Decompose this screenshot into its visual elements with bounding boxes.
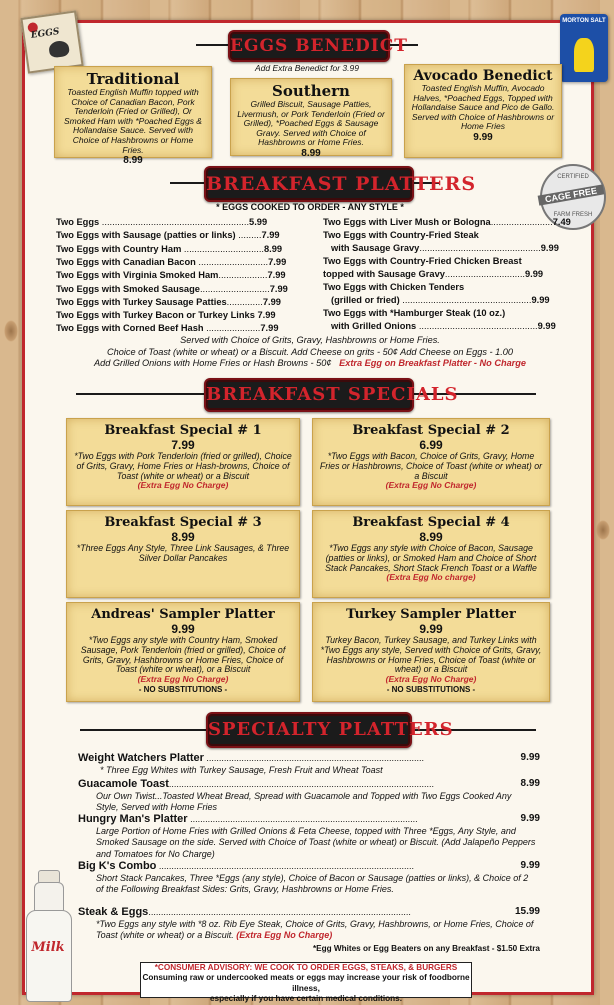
egg-whites-note: *Egg Whites or Egg Beaters on any Breakfast - $1.50 Extra	[312, 944, 540, 953]
platter-row	[56, 229, 280, 242]
specialty-price: 9.99	[490, 752, 540, 763]
specialty-desc-text: Large Portion of Home Fries with Grilled Onions & Feta Cheese, topped with Three *Eggs, Any Style, and Smoked Sausage on the side. Served with Choice of Toast (white or wheat) or Biscuit. (Add Jalapeño Peppers and Tomatoes for No Charge)	[96, 826, 536, 859]
platter-price: 5.99	[249, 217, 268, 227]
special-price: 9.99	[171, 622, 195, 636]
platter-row	[323, 307, 505, 320]
special-name: Breakfast Special # 3	[104, 515, 262, 530]
specialty-price: 9.99	[490, 813, 540, 824]
platter-row	[56, 309, 276, 322]
special-name: Turkey Sampler Platter	[346, 607, 516, 622]
platter-row	[56, 216, 267, 229]
salt-logo-text: MORTON SALT	[562, 18, 606, 24]
extra-egg-note: (Extra Egg No charge)	[386, 572, 476, 583]
platter-price: 7.99	[261, 230, 280, 241]
special-price: 8.99	[171, 530, 195, 544]
special-desc: *Three Eggs Any Style, Three Link Sausages, & Three Silver Dollar Pancakes	[76, 543, 290, 563]
platter-price: 9.99	[525, 268, 544, 279]
platter-price: 7.49	[552, 217, 571, 227]
specialty-row	[78, 860, 540, 872]
extra-egg-note: (Extra Egg No Charge)	[236, 930, 333, 941]
specialty-desc	[96, 873, 536, 896]
platter-name: Two Eggs with Virginia Smoked Ham	[56, 270, 219, 281]
platter-row	[323, 268, 543, 281]
specialty-price: 8.99	[490, 778, 540, 789]
special-card	[312, 510, 550, 598]
platter-dots: ...................	[218, 270, 268, 281]
benedict-name: Traditional	[86, 70, 180, 88]
platter-row	[331, 294, 550, 307]
special-name: Breakfast Special # 1	[104, 423, 262, 438]
specialty-desc	[96, 826, 536, 860]
special-card	[66, 602, 300, 702]
wood-knot	[4, 320, 18, 342]
platter-name: Two Eggs with Turkey Bacon or Turkey Links	[56, 310, 255, 321]
specialty-name: Hungry Man's Platter	[78, 813, 188, 825]
special-price: 6.99	[419, 438, 443, 452]
platter-note-text: Add Grilled Onions with Home Fries or Hash Browns - 50¢	[94, 358, 332, 369]
add-extra-benedict: Add Extra Benedict for 3.99	[255, 63, 359, 73]
platter-name: Two Eggs with Turkey Sausage Patties	[56, 296, 227, 307]
platter-dots: ..................................................	[399, 294, 532, 305]
platter-dots: .........	[235, 230, 262, 241]
platter-row	[323, 255, 522, 268]
platter-name: Two Eggs with Canadian Bacon	[56, 256, 196, 267]
eggs-benedict-banner: EGGS BENEDICT	[228, 30, 390, 62]
platter-dots: ...........................	[195, 256, 269, 267]
cage-free-top-text: CERTIFIED	[557, 174, 589, 180]
platter-row	[323, 229, 479, 242]
platter-row	[56, 322, 279, 335]
specialty-desc-text: *Two Eggs any style with *8 oz. Rib Eye Steak, Choice of Grits, Gravy, Hashbrowns, or Home Fries, Choice of Toast (white or wheat) or a Biscuit.	[96, 919, 534, 941]
no-substitutions: - NO SUBSTITUTIONS -	[386, 684, 476, 694]
specialty-price: 9.99	[490, 860, 540, 871]
benedict-desc: Grilled Biscuit, Sausage Patties, Livermush, or Pork Tenderloin (Fried or Grilled), *Poached Eggs & Sausage Gravy. Served with Choice of Hashbrowns or Home Fries.	[237, 99, 385, 148]
platter-name: Two Eggs with Corned Beef Hash	[56, 323, 204, 334]
platter-dots: .........................................................	[99, 217, 250, 227]
special-name: Andreas' Sampler Platter	[91, 607, 275, 622]
benedict-desc: Toasted English Muffin, Avocado Halves, *Poached Eggs, Topped with Hollandaise Sauce and Pico de Gallo. Served with Choice of Hashbrowns or Home Fries	[411, 83, 555, 132]
specialty-desc-text: Short Stack Pancakes, Three *Eggs (any style), Choice of Bacon or Sausage (patties or links), & Choice of 2 of the Following Breakfast Sides: Grits, Gravy, Hashbrowns or Home Fries.	[96, 873, 529, 895]
specialty-row	[78, 778, 540, 790]
specialty-dots: ......................................................................................................	[156, 861, 414, 871]
platter-row	[56, 269, 286, 282]
platter-row	[56, 243, 282, 256]
platter-row	[323, 281, 464, 294]
special-price: 8.99	[419, 530, 443, 544]
platter-name: Two Eggs	[56, 217, 100, 227]
special-price: 7.99	[171, 438, 195, 452]
special-card	[66, 418, 300, 506]
advisory-line: Consuming raw or undercooked meats or eggs may increase your risk of foodborne illness,	[142, 973, 470, 993]
platter-row	[56, 256, 286, 269]
specialty-name: Big K's Combo	[78, 860, 157, 872]
cage-free-bottom-text: FARM FRESH	[553, 212, 593, 218]
eggs-logo	[20, 10, 83, 73]
special-desc: *Two Eggs any style with Country Ham, Smoked Sausage, Pork Tenderloin (fried or grilled), Choice of Grits, Gravy, Hashbrowns or Home Fries, Choice of Toast (white or wheat), or a Biscuit	[80, 635, 286, 675]
specialty-desc	[96, 791, 536, 814]
platter-row	[331, 242, 559, 255]
specialty-price: 15.99	[490, 906, 540, 917]
special-name: Breakfast Special # 4	[352, 515, 510, 530]
platter-dots: ..............	[226, 296, 263, 307]
platter-price: 9.99	[540, 242, 559, 253]
platter-dots: ...............................	[444, 268, 525, 279]
special-price: 9.99	[419, 622, 443, 636]
benedict-name: Southern	[272, 82, 350, 100]
platter-dots: ........................	[490, 217, 553, 227]
consumer-advisory	[140, 962, 472, 1004]
special-desc: *Two Eggs with Bacon, Choice of Grits, Gravy, Home Fries or Hashbrowns, Choice of Toast (white or wheat) or a Biscuit	[319, 451, 543, 481]
platter-name: Two Eggs with Sausage (patties or links)	[56, 230, 236, 241]
specialty-desc	[96, 919, 536, 942]
platter-name: Two Eggs with *Hamburger Steak (10 oz.)	[323, 308, 506, 318]
benedict-card	[230, 78, 392, 159]
benedict-price: 8.99	[301, 147, 321, 159]
specialty-dots: ...........................................................................................	[187, 814, 418, 824]
platter-name: Two Eggs with Country Ham	[56, 243, 182, 254]
platter-name: topped with Sausage Gravy	[323, 268, 445, 279]
platter-price: 7.99	[260, 323, 279, 334]
benedict-price: 9.99	[473, 131, 493, 143]
benedict-desc: Toasted English Muffin topped with Choice of Canadian Bacon, Pork Tenderloin (Fried or Grilled), Or Smoked Ham with *Poached Eggs & Hollandaise Sauce. Served with Choice of Hashbrowns or Home Fries.	[64, 87, 202, 155]
specialty-row	[78, 906, 540, 918]
platter-price: 7.99	[262, 296, 281, 307]
platter-row	[323, 216, 571, 229]
platter-price: 7.99	[269, 283, 288, 294]
hen-icon	[48, 40, 70, 59]
special-desc: Turkey Bacon, Turkey Sausage, and Turkey Links with *Two Eggs any style, Served with Choice of Grits, Gravy, Hashbrowns or Home Fries, Choice of Toast (white or wheat) or a Biscuit	[320, 635, 542, 675]
extra-egg-note: (Extra Egg No Charge)	[385, 674, 477, 685]
specialty-desc-text: Our Own Twist...Toasted Wheat Bread, Spread with Guacamole and Topped with Two Eggs Cooked Any Style, Served with Home Fries	[96, 791, 512, 813]
platter-name: with Sausage Gravy	[331, 242, 420, 253]
platter-name: Two Eggs with Country-Fried Steak	[323, 230, 479, 240]
platter-name: Two Eggs with Smoked Sausage	[56, 283, 200, 294]
platter-row	[56, 283, 288, 296]
specialty-row	[78, 813, 540, 825]
wood-knot	[596, 520, 610, 540]
breakfast-specials-banner: BREAKFAST SPECIALS	[204, 378, 414, 412]
cage-free-main-text: CAGE FREE	[538, 184, 605, 205]
platter-dots: .....................	[203, 323, 261, 334]
benedict-price: 8.99	[123, 155, 143, 167]
platter-price: 9.99	[537, 320, 556, 331]
special-name: Breakfast Special # 2	[352, 423, 510, 438]
specialty-dots: .........................................................................................................	[148, 907, 411, 917]
specialty-desc-text: * Three Egg Whites with Turkey Sausage, Fresh Fruit and Wheat Toast	[100, 765, 383, 775]
platter-name: (grilled or fried)	[331, 294, 400, 305]
benedict-name: Avocado Benedict	[413, 68, 553, 84]
platter-notes	[40, 335, 580, 370]
benedict-card	[54, 66, 212, 167]
special-card	[66, 510, 300, 598]
platter-note: Served with Choice of Grits, Gravy, Hashbrowns or Home Fries.	[180, 335, 440, 345]
platter-price: 7.99	[257, 310, 276, 321]
platter-price: 7.99	[267, 270, 286, 281]
extra-egg-note: (Extra Egg No Charge)	[137, 674, 229, 685]
specialty-name: Weight Watchers Platter	[78, 752, 204, 764]
extra-egg-note: (Extra Egg No Charge)	[385, 480, 477, 491]
benedict-card	[404, 64, 562, 158]
no-substitutions: - NO SUBSTITUTIONS -	[138, 684, 228, 694]
platter-price: 8.99	[264, 243, 283, 254]
platter-note	[40, 358, 580, 370]
platter-price: 7.99	[268, 256, 287, 267]
platter-note: Choice of Toast (white or wheat) or a Biscuit. Add Cheese on grits - 50¢ Add Cheese on Eggs - 1.00	[106, 346, 513, 357]
platter-dots: ...........................	[199, 283, 270, 294]
specialty-dots: ..........................................................................................................	[168, 779, 434, 789]
special-card	[312, 602, 550, 702]
specialty-desc	[100, 765, 540, 776]
advisory-title: *CONSUMER ADVISORY: WE COOK TO ORDER EGGS, STEAKS, & BURGERS	[154, 963, 458, 972]
umbrella-girl-icon	[574, 38, 594, 72]
breakfast-platters-banner: BREAKFAST PLATTERS	[204, 166, 414, 202]
eggs-logo-text: EGGS	[30, 26, 61, 41]
platter-name: Two Eggs with Liver Mush or Bologna	[323, 217, 491, 227]
specialty-row	[78, 752, 540, 764]
platter-dots: ...............................................	[419, 242, 541, 253]
specialty-name: Steak & Eggs	[78, 906, 149, 918]
platter-price: 9.99	[531, 294, 550, 305]
platter-name: Two Eggs with Country-Fried Chicken Breast	[323, 256, 522, 266]
extra-egg-note: (Extra Egg No Charge)	[137, 480, 229, 491]
platter-name: Two Eggs with Chicken Tenders	[323, 282, 465, 292]
platter-dots: ...............................	[181, 243, 264, 254]
special-desc: *Two Eggs with Pork Tenderloin (fried or grilled), Choice of Grits, Gravy, Home Fries or Hash-browns, Choice of Toast (white or wheat) or a Biscuit	[74, 451, 292, 481]
platter-row	[331, 320, 556, 333]
specialty-platters-banner: SPECIALTY PLATTERS	[206, 712, 412, 748]
morton-salt-logo	[560, 14, 608, 82]
platter-dots: ..............................................	[416, 320, 538, 331]
special-card	[312, 418, 550, 506]
milk-bottle-label: Milk	[31, 940, 65, 955]
specialty-name: Guacamole Toast	[78, 778, 169, 790]
platter-row	[56, 296, 281, 309]
platter-name: with Grilled Onions	[331, 320, 417, 331]
advisory-line: especially if you have certain medical conditions.	[209, 994, 403, 1004]
specialty-dots: .......................................................................................	[203, 753, 424, 763]
milk-bottle-icon	[24, 870, 72, 1000]
eggs-cooked-note: * EGGS COOKED TO ORDER - ANY STYLE *	[216, 202, 404, 212]
extra-egg-note: Extra Egg on Breakfast Platter - No Charge	[339, 358, 526, 369]
special-desc: *Two Eggs any style with Choice of Bacon, Sausage (patties or links), or Smoked Ham and Choice of Short Stack Pancakes, Short Stack French Toast or a Waffle	[325, 543, 537, 573]
